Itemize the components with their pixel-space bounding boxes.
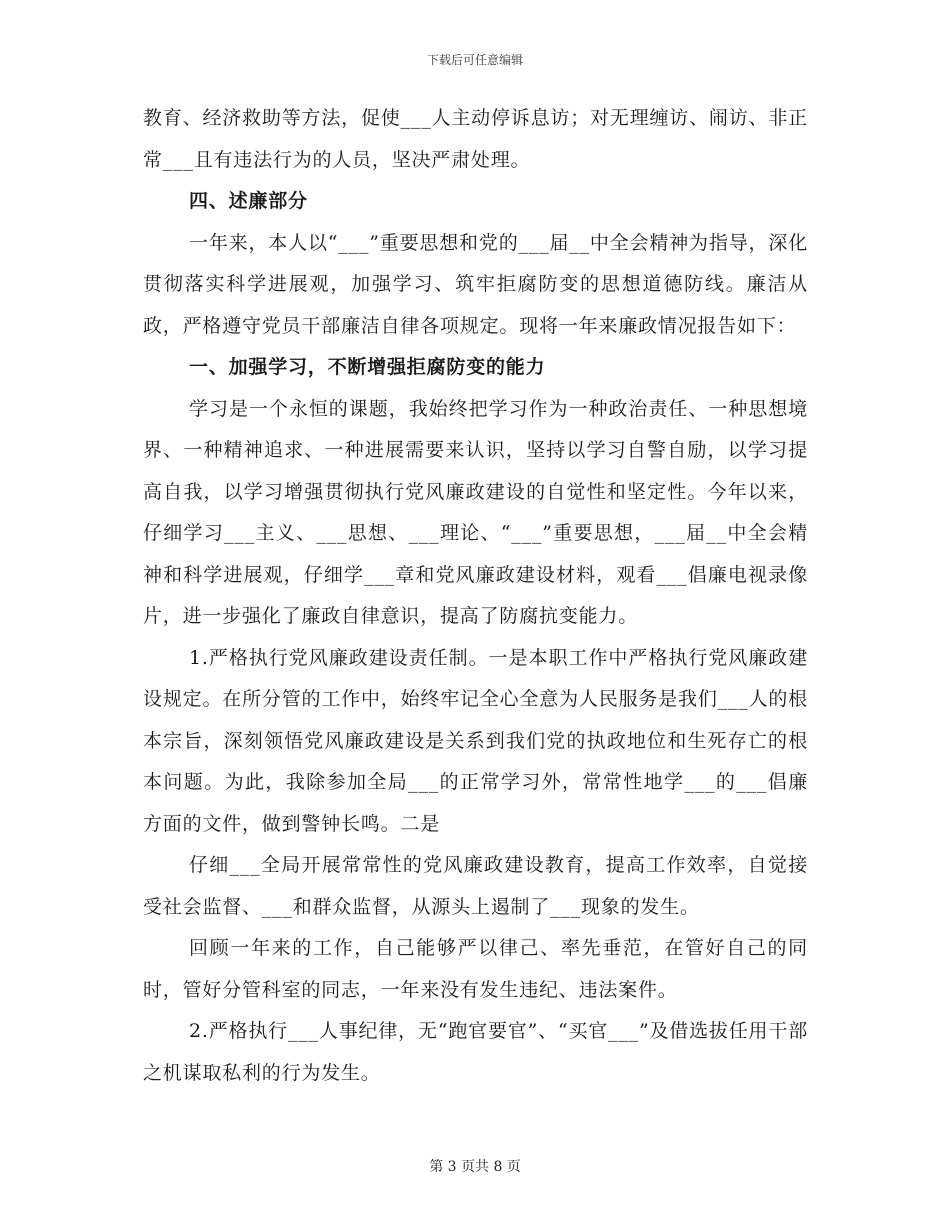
document-body bbox=[143, 98, 808, 1094]
paragraph-item-2: 2.严格执行___人事纪律，无“跑官要官”、“买官___”及借选拔任用干部之机谋取私利的行为发生。 bbox=[143, 1020, 808, 1084]
page-header: 下载后可任意编辑 bbox=[426, 53, 523, 67]
paragraph-review: 回顾一年来的工作，自己能够严以律己、率先垂范，在管好自己的同时，管好分管科室的同志，一年来没有发生违纪、违法案件。 bbox=[143, 937, 808, 1001]
subsection-heading-study: 一、加强学习，不断增强拒腐防变的能力 bbox=[189, 356, 546, 378]
paragraph-item-1-continued: 仔细___全局开展常常性的党风廉政建设教育，提高工作效率，自觉接受社会监督、___和群众监督，从源头上遏制了___现象的发生。 bbox=[143, 854, 808, 918]
paragraph-continuation: 教育、经济救助等方法，促使___人主动停诉息访；对无理缠访、闹访、非正常___且有违法行为的人员，坚决严肃处理。 bbox=[143, 107, 808, 171]
paragraph-study: 学习是一个永恒的课题，我始终把学习作为一种政治责任、一种思想境界、一种精神追求、一种进展需要来认识，坚持以学习自警自励，以学习提高自我，以学习增强贯彻执行党风廉政建设的自觉性和坚定性。今年以来，仔细学习___主义、___思想、___理论、“___”重要思想，___届__中全会精神和科学进展观，仔细学___章和党风廉政建设材料，观看___倡廉电视录像片，进一步强化了廉政自律意识，提高了防腐抗变能力。 bbox=[143, 397, 808, 627]
page-footer-page-number: 第 3 页共 8 页 bbox=[429, 1159, 521, 1175]
paragraph-item-1: 1.严格执行党风廉政建设责任制。一是本职工作中严格执行党风廉政建设规定。在所分管的工作中，始终牢记全心全意为人民服务是我们___人的根本宗旨，深刻领悟党风廉政建设是关系到我们党的执政地位和生死存亡的根本问题。为此，我除参加全局___的正常学习外，常常性地学___的___倡廉方面的文件，做到警钟长鸣。二是 bbox=[143, 646, 808, 835]
section-heading-anti-corruption: 四、述廉部分 bbox=[189, 190, 308, 212]
paragraph-intro: 一年来，本人以“___”重要思想和党的___届__中全会精神为指导，深化贯彻落实科学进展观，加强学习、筑牢拒腐防变的思想道德防线。廉洁从政，严格遵守党员干部廉洁自律各项规定。现将一年来廉政情况报告如下： bbox=[143, 231, 808, 337]
